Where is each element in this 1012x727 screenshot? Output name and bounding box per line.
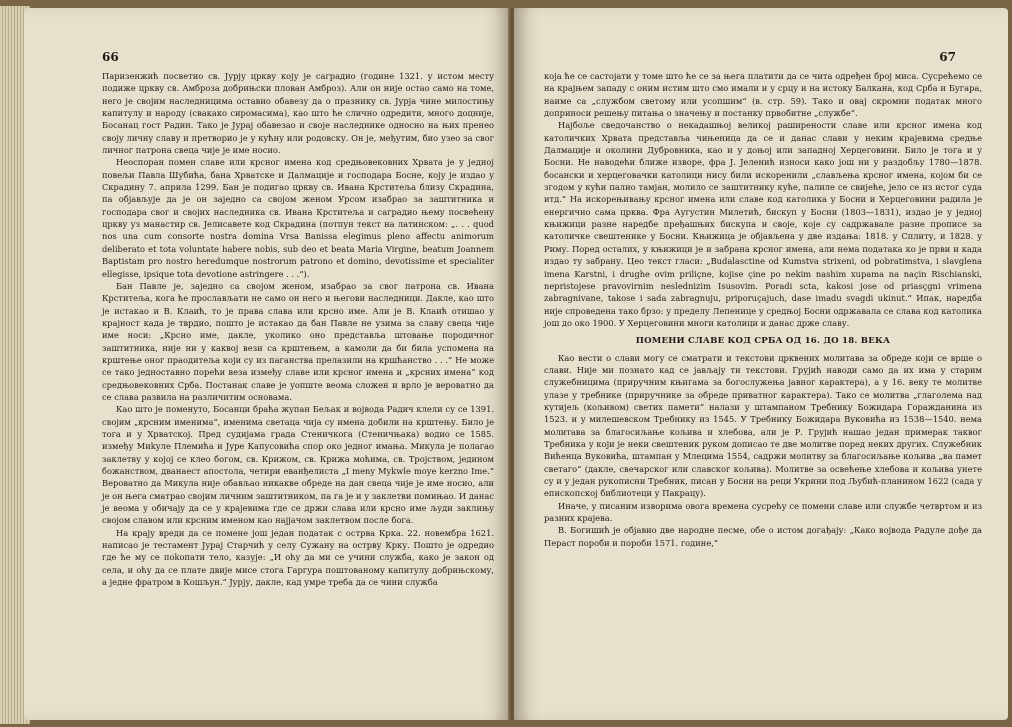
page-number: 66 — [102, 50, 119, 64]
paragraph: Као што је поменуто, Босанци браћа жупан Бељак и војвода Радич клели су се 1391. својим „крсним именима“, именима светаца чија су имена добили на крштењу. Било је тога и у Хрватској. Пред судијама града Стеничкога (Стеничњака) водио се 1585. између Миkулe Племића и Јуре Капусовића спор око једног имања. Микула је полагао заклетву у којој се клео богом, св. Крижом, св. Крижа моћима, св. Тројством, једином божанством, дванаест апостола, четири еванђелиста „I meny Mykwle moye kerzno Ime.“ Вероватно да Микула није обављао никакве обреде на дан свеца чије је име носио, али је он његa сматрао својим личним заштитником, па га је и у заклетви помињао. И данас је веома у обичају да се у крајевима где се држи слава или крсно име људи заклињу својом славом или крсним именом као најјачом заклетвом после бога. — [102, 404, 494, 526]
paragraph: Паризенжић посветио св. Јурју цркву коју је саградио (године 1321. у истом месту подиже цркву св. Амброза добрињски плован Амброз). Али он није остао само на томе, него је својим наследницима оставио обавезу да о празнику св. Јурја чине милостињу капитулу и народу (свакако сиромасима), као што ће слично одредити, много доцније, Босанац гост Радин. Тако је Јурај обавезао и своје наследнике односно на њих пренео своју личну славу и претворио је у кућну или родовску. Он је, међутим, био узео за свог личног патрона свеца чије је име носио. — [102, 71, 494, 156]
page-body — [102, 70, 494, 588]
paragraph: Најбоље сведочанство о некадашњој великој раширености славе или крсног имена код католичких Хрвата представља чињеница да се и данас слави у неким крајевима средње Далмације и околини Дубровника, као и у доњој или западној Херцеговини. Било је тога и у Босни. Не наводећи ближе изворе, фра Ј. Јеленић износи како још ни у раздобљу 1780—1878. босански и херцеговачки католици нису били искоренили „слављења крсног имена, којом би се згодом у кући палио тамјан, молило се заштитнику куће, палиле се свијеће, јело се из истог суда итд.“ На искорењивању крсног имена или славе код католика у Босни и Херцеговини радила је енергично сама црква. Фра Аугустин Милетић, бискуп у Босни (1803—1831), издао је у једној књижици разне наредбе пређашњих бискупа и своје, које су садржавале разне прописе за католичке свештенике у Босни. Књижица је објављена у две издања: 1818. у Сплиту, и 1828. у Риму. Поред осталих, у књижици је и забрана крсног имена, али нема података ко је први и када издао ту забрану. Цео текст гласи: „Budalasctine od Kumstva strixeni, od pobratimstva, i slavglena imena Karstni, i drughe ovim priliçne, kojise çine po nekim nashim xupama na naçin Rischianski, nepristojese pravovirnim neslednizim Isusovim. Poradi scta, kakosi jose od priasçgni vrimena zabragnivane, takose i sada zabragnuju, priporuçajuch, dase imadu svagdi ukinut.“ Ипак, наредба није спроведена тако брзо: у пределу Лепенице у средњој Босни одржавала се слава код католика још до око 1900. У Херцеговини многи католици и данас држе славу. — [544, 120, 982, 328]
right-page — [514, 8, 1008, 720]
paragraph: На крају вреди да се помене још један податак с острва Крка. 22. новембра 1621. написао је тестамент Јурај Старчић у селу Сужану на острву Крку. Пошто је одредио где ће му се поkопати тело, казује: „И оћу да ми се учини служба, како је закон од села, и оћу да се плате двије мисе стога Гаргура поштованому капитулу добрињскому, а једне фратром в Кошљун.“ Јурју, дакле, кад умре треба да се чини служба — [102, 527, 494, 588]
paragraph: која ће се састојати у томе што ће се за њега платити да се чита одређен број миса. Сусрећемо се на крајњем западу с оним истим што смо имали и у срцу и на истоку Балкана, код Срба и Бугара, наиме са „службом светому или усопшим“ (в. стр. 59). Тако и овај скромни податак много доприноси решењу питања о значењу и постанку првобитне „службе“. — [544, 71, 982, 119]
page-body — [544, 70, 982, 549]
section-heading: ПОМЕНИ СЛАВЕ КОД СРБА ОД 16. ДО 18. ВЕКА — [635, 336, 891, 347]
paragraph: Бан Павле је, заједно са својом женом, изабрао за свог патрона св. Ивана Крститеља, кога ће прослављати не само он него и његови наследници. Дакле, као што је истакао и В. Клаић, то је права слава или крсно име. Али је В. Клаић отишао у крајност када је тврдио, пошто је истакао да бан Павле не узима за славу свеца чије име носи: „Крсно име, дакле, уколико оно представља штовање породичног заштитника, није ни у каквој вези са крштењем, а камоли да би била успомена на крштење оног праодитеља који су из паганства прелазили на кршћанство . . .“ Не може се тако једноставно порећи веза између славе или крсног имена и „крсних имена“ код средњовековних Срба. Постанак славе је уопште веома сложен и врло је вероватно да се слава развила на различитим основама. — [102, 280, 494, 402]
left-page — [24, 8, 510, 720]
page-number: 67 — [939, 50, 956, 64]
paragraph: Иначе, у писаним изворима овога времена сусрећу се помени славе или службе четвртом и из разних крајева. — [544, 500, 982, 524]
paragraph: Неоспоран помен славе или крсног имена код средњовековних Хрвата је у једној повељи Павла Шубића, бана Хрватске и Далмације и господара Босне, коју је издао у Скрадину 7. априла 1299. Бан је подигао цркву св. Ивана Крститеља близу Скрадина, па објављује да је он заједно са својом женом Урсом изабрао за заштитника и господара свог и својих наследника св. Ивана Крститеља и саградио њему посвећену цркву уз манастир св. Јелисавете код Скрадина (потпун текст на латинском: „. . . quod nos una cum consorte nostra domina Vrsa Banissa elegimus pleno affectu animorum deliberato et tota voluntate habere nobis, sub deo et beata Maria Virgine, beatum Joannem Baptistam pro nostro heredumque nostrorum patrono et domino, devotissime et specialiter ellegisse, ipsique tota devotione astringere . . .“). — [102, 157, 494, 279]
paragraph: Као вести о слави могу се сматрати и текстови црквених молитава за обреде који се врше о слави. Није ми познато кад се јављају ти текстови. Грујић наводи само да их има у старим служебницима (приручним књигама за богослужења јавног карактера), а у 16. веку те молитве улазе у требнике (приручнике за обреде приватног карактера). Тако се молитва „глаголема над кутијељ (кољивом) светих памети“ налази у штампаном Требнику Божидара Горажданина из 1523. и у милешевском Требнику из 1545. У Требнику Божидара Вуковића из 1538—1540. нема молитава за благосиљање кољива и хлебова, али је Р. Грујић нашао један примерак таквог Требника у који је неки свештеник руком дописао те две молитве поред неких других. Служебник Вићенца Вуковића, штампан у Млецима 1554, садржи молитву за благосиљање кољива „ва памет светаго“ (дакле, свечарског или славског кољива). Молитве за освећење хлебова и кољива унете су и у један рукописни Требник, писан у Босни на реци Укрини под Љубић-планином 1622 (сада у епископској библиотеци у Пакрацу). — [544, 352, 982, 499]
paragraph: В. Богишић је објавио две народне песме, обе о истом догађају: „Како војвода Радуле дође да Пераст пороби и пороби 1571. године,“ — [544, 525, 982, 548]
